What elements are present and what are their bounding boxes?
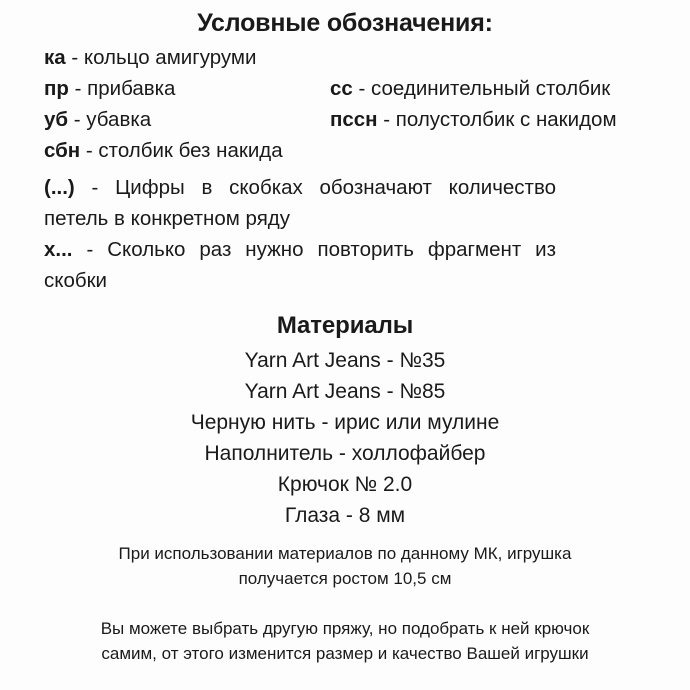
legend-description: соединительный столбик	[371, 77, 611, 100]
legend-description: столбик без накида	[98, 139, 283, 162]
legend-entry-sbn	[44, 135, 283, 166]
materials-item: Наполнитель - холлофайбер	[204, 442, 486, 465]
legend-row	[44, 104, 644, 135]
legend-separator: -	[68, 108, 87, 131]
legend-note-separator: -	[74, 176, 116, 199]
materials-title: Материалы	[276, 312, 414, 339]
legend-separator: -	[68, 77, 88, 100]
legend-description: прибавка	[87, 77, 176, 100]
legend-description: убавка	[86, 108, 152, 131]
legend-abbr: уб	[44, 108, 69, 131]
legend-abbr: сбн	[44, 139, 81, 162]
fineprint-line: Вы можете выбрать другую пряжу, но подобрать к ней крючок	[100, 619, 590, 638]
legend-title: Условные обозначения:	[197, 9, 493, 37]
legend-description: полустолбик с накидом	[395, 108, 617, 131]
legend-separator: -	[80, 139, 99, 162]
legend-abbr: ка	[44, 46, 66, 69]
legend-note-repeat	[44, 234, 556, 296]
legend-entry-ub	[44, 104, 151, 135]
legend-row	[44, 73, 644, 104]
materials-item: Глаза - 8 мм	[284, 504, 406, 527]
legend-separator: -	[377, 108, 396, 131]
materials-item: Yarn Art Jeans - №85	[244, 380, 446, 403]
legend-entry-pssn	[330, 104, 617, 135]
legend-note-brackets	[44, 172, 556, 234]
legend-note-lead: (...)	[44, 176, 75, 199]
legend-abbr: пр	[44, 77, 69, 100]
fineprint-line: самим, от этого изменится размер и качество Вашей игрушки	[101, 644, 589, 663]
legend-separator: -	[65, 46, 84, 69]
legend-description: кольцо амигуруми	[83, 46, 257, 69]
fineprint-line: получается ростом 10,5 см	[238, 569, 452, 588]
materials-item: Черную нить - ирис или мулине	[190, 411, 500, 434]
legend-entry-ss	[330, 73, 610, 104]
legend-abbr: пссн	[330, 108, 378, 131]
legend-entry-pr	[44, 73, 175, 104]
legend-row	[44, 135, 644, 166]
legend-note-text: Цифры в скобках обозначают количество петель в конкретном ряду	[44, 176, 556, 230]
materials-item: Yarn Art Jeans - №35	[244, 349, 446, 372]
fineprint-yarn-note	[0, 616, 690, 666]
legend-note-lead: х...	[44, 238, 73, 261]
fineprint-line: При использовании материалов по данному МК, игрушка	[118, 544, 572, 563]
legend-abbreviation-list	[44, 42, 644, 172]
materials-item: Крючок № 2.0	[277, 473, 413, 496]
legend-row	[44, 42, 644, 73]
materials-list	[0, 345, 690, 531]
legend-entry-ka	[44, 42, 256, 73]
legend-note-text: Сколько раз нужно повторить фрагмент из скобки	[44, 238, 557, 292]
legend-note-separator: -	[72, 238, 108, 261]
legend-separator: -	[352, 77, 372, 100]
legend-abbr: сс	[330, 77, 353, 100]
fineprint-size-note	[0, 541, 690, 591]
